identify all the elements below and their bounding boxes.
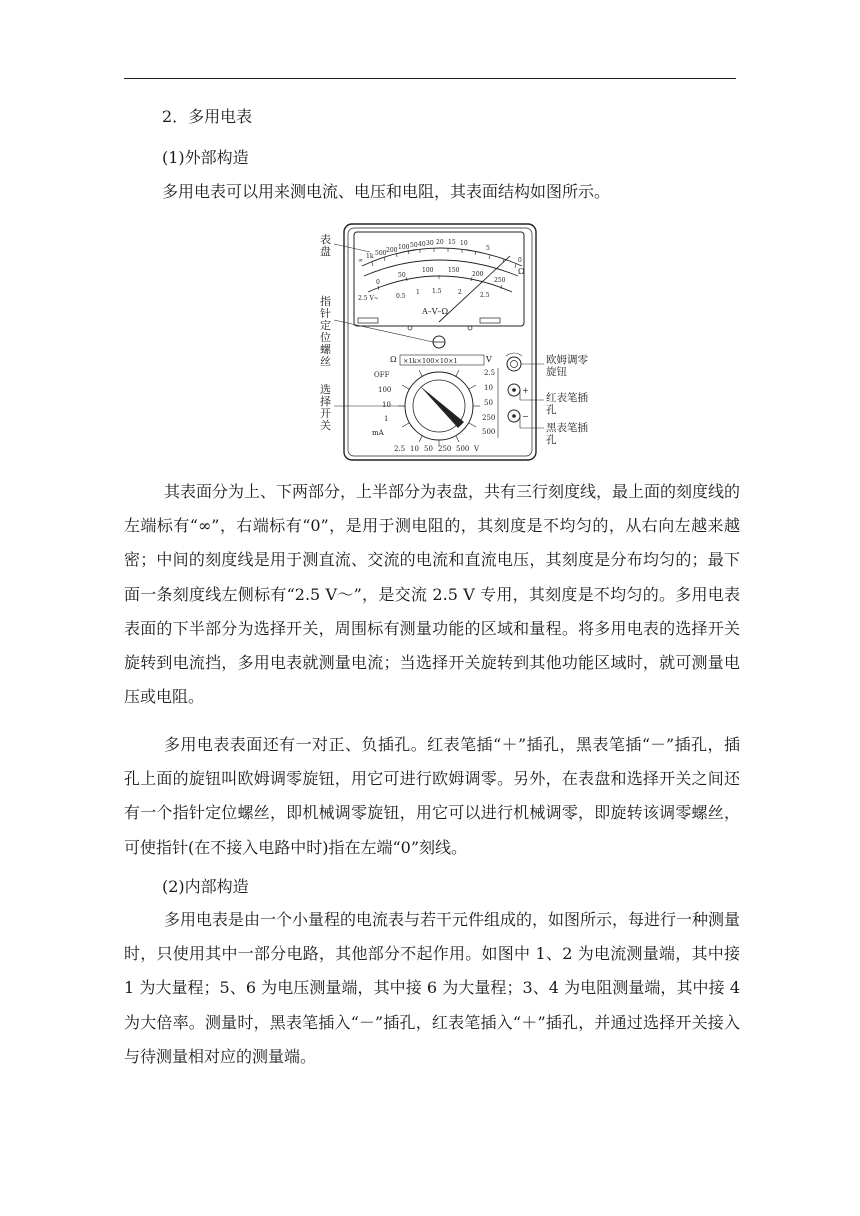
range-bottom: 250	[438, 445, 452, 453]
subheading-internal: (2)内部构造	[162, 877, 249, 896]
label-black-probe: 黑表笔插孔	[546, 422, 588, 446]
scale-mid-label: 50	[398, 272, 406, 279]
scale-top-label: 5	[486, 245, 490, 252]
scale-top-label: 100	[398, 244, 410, 251]
scale-mid-label: 250	[494, 277, 506, 284]
scale-top-label: 10	[460, 240, 468, 247]
minus-sign: −	[522, 412, 529, 421]
range-left: 10	[382, 401, 391, 409]
range-bottom-unit: V	[474, 445, 480, 453]
range-left: OFF	[374, 371, 390, 379]
scale-mid-label: 200	[472, 271, 484, 278]
paragraph-internal: 多用电表是由一个小量程的电流表与若干元件组成的，如图所示，每进行一种测量时，只使用其中一部分电路，其他部分不起作用。如图中 1、2 为电流测量端，其中接 1 为大量程；5、6 为电压测量端，其中接 6 为大量程；3、4 为电阻测量端，其中接 4 为大倍率。测量时，黑表笔插入“－”插孔，红表笔插入“＋”插孔，并通过选择开关接入与待测量相对应的测量端。	[124, 910, 741, 1066]
scale-top-label: 50	[410, 242, 418, 249]
scale-top-label: 30	[426, 240, 434, 247]
scale-top-label: 15	[448, 239, 456, 246]
label-dial: 表盘	[320, 233, 331, 258]
scale-top-label: 40	[418, 241, 426, 248]
scale-low-label: 2	[458, 289, 462, 296]
subheading-external: (1)外部构造	[162, 148, 249, 167]
paragraph-surface: 其表面分为上、下两部分，上半部分为表盘，共有三行刻度线，最上面的刻度线的左端标有“∞”，右端标有“0”，是用于测电阻的，其刻度是不均匀的，从右向左越来越密；中间的刻度线是用于测直流、交流的电流和直流电压，其刻度是分布均匀的；最下面一条刻度线左侧标有“2.5 V～”，是交流 2.5 V 专用，其刻度是不均匀的。多用电表表面的下半部分为选择开关，周围标有测量功能的区域和量程。将多用电表的选择开关旋转到电流挡，多用电表就测量电流；当选择开关旋转到其他功能区域时，就可测量电压或电阻。	[124, 482, 741, 707]
section-heading: 2．多用电表	[162, 107, 253, 126]
label-pointer-screw: 指针定位螺丝	[320, 295, 331, 368]
range-left-unit: mA	[372, 429, 384, 437]
range-right: 50	[484, 399, 493, 407]
range-bottom: 10	[410, 445, 419, 453]
scale-mid-label: 100	[422, 267, 434, 274]
scale-top-label: 200	[386, 247, 398, 254]
paragraph-sockets: 多用电表表面还有一对正、负插孔。红表笔插“＋”插孔，黑表笔插“－”插孔，插孔上面的旋钮叫欧姆调零旋钮，用它可进行欧姆调零。另外，在表盘和选择开关之间还有一个指针定位螺丝，即机械调零旋钮，用它可以进行机械调零，即旋转该调零螺丝，可使指针(在不接入电路中时)指在左端“0”刻线。	[124, 735, 740, 857]
range-bottom: 500	[456, 445, 470, 453]
multimeter-figure	[312, 222, 592, 464]
scale-low-label: 0.5	[396, 293, 406, 300]
plus-sign: +	[522, 386, 529, 395]
v-label: V	[486, 355, 492, 364]
scale-mid-label: 150	[448, 267, 460, 274]
ac-mark: 2.5 V~	[358, 295, 379, 302]
scale-top-zero: 0	[518, 257, 522, 264]
range-bottom: 2.5	[394, 445, 406, 453]
range-right: 500	[482, 428, 496, 436]
range-right: 2.5	[484, 369, 496, 377]
label-red-probe: 红表笔插孔	[546, 392, 588, 416]
ohm-zero-knob-icon	[507, 357, 521, 371]
header-rule	[124, 78, 736, 79]
scale-omega: Ω	[518, 267, 525, 276]
scale-top-label: 1k	[366, 253, 374, 260]
scale-low-label: 1.5	[432, 288, 442, 295]
label-ohm-zero-knob: 欧姆调零旋钮	[546, 354, 588, 378]
intro-text: 多用电表可以用来测电流、电压和电阻，其表面结构如图所示。	[162, 182, 611, 201]
scale-low-label: 2.5	[480, 292, 490, 299]
label-selector: 选择开关	[320, 383, 331, 432]
scale-infinity: ∞	[358, 257, 363, 264]
range-left: 1	[384, 415, 389, 423]
range-right: 250	[482, 414, 496, 422]
scale-low-label: 1	[416, 289, 420, 296]
range-bottom: 50	[424, 445, 433, 453]
scale-top-label: 500	[375, 250, 387, 257]
scale-top-label: 20	[436, 239, 444, 246]
scale-mid-label: 0	[376, 279, 380, 286]
range-right: 10	[484, 384, 493, 392]
ohm-symbol: Ω	[390, 355, 397, 364]
meter-label: A–V–Ω	[422, 307, 449, 316]
range-left: 100	[378, 386, 392, 394]
ohm-range-label: ×1k×100×10×1	[403, 357, 458, 365]
